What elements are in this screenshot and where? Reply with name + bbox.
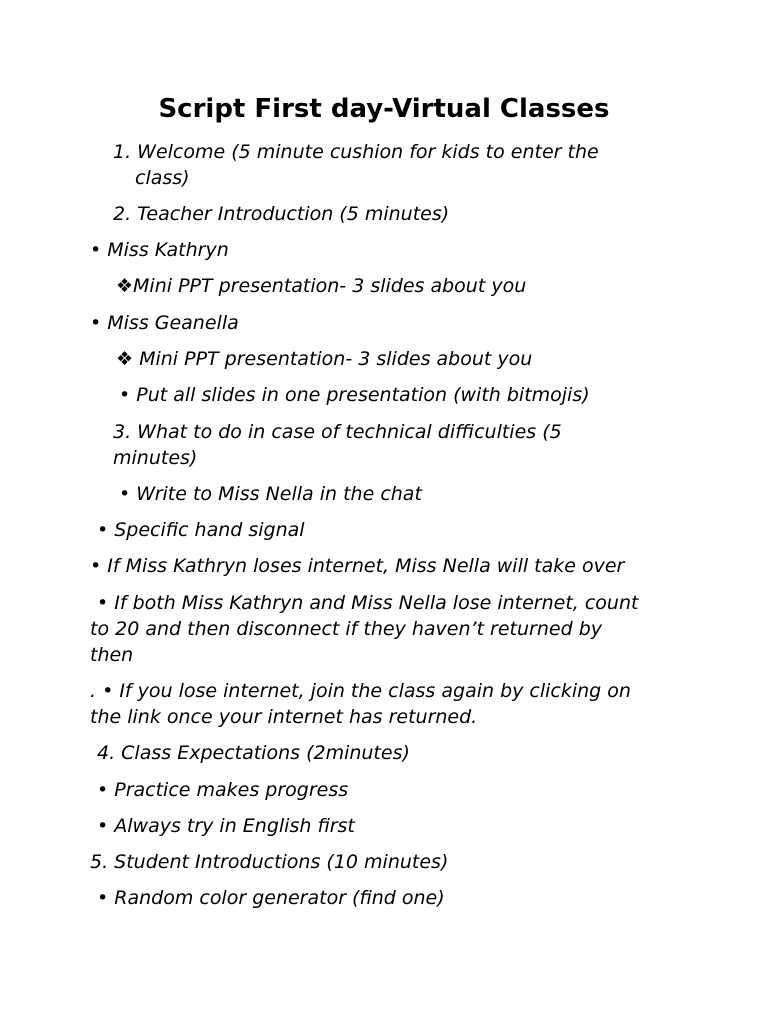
bullet-miss-kathryn: • Miss Kathryn [90, 239, 229, 261]
agenda-item-class-expectations: 4. Class Expectations (2minutes) [97, 742, 410, 764]
agenda-item-technical-difficulties-continued: minutes) [113, 447, 198, 469]
bullet-write-in-chat: • Write to Miss Nella in the chat [119, 483, 422, 505]
bullet-english-first: • Always try in English first [97, 815, 355, 837]
bullet-hand-signal: • Specific hand signal [97, 519, 305, 541]
agenda-item-welcome-continued: class) [135, 167, 190, 189]
bullet-one-presentation: • Put all slides in one presentation (with bitmojis) [119, 384, 590, 406]
sub-bullet-kathryn-presentation: ❖Mini PPT presentation- 3 slides about you [116, 275, 527, 297]
agenda-item-student-introductions: 5. Student Introductions (10 minutes) [90, 851, 449, 873]
bullet-practice-progress: • Practice makes progress [97, 779, 349, 801]
bullet-both-lose-internet-continued: to 20 and then disconnect if they haven’t returned by [90, 618, 602, 640]
bullet-kathryn-loses-internet: • If Miss Kathryn loses internet, Miss Nella will take over [90, 555, 625, 577]
document-title: Script First day-Virtual Classes [158, 94, 610, 124]
agenda-item-teacher-introduction: 2. Teacher Introduction (5 minutes) [113, 203, 450, 225]
bullet-you-lose-internet: . • If you lose internet, join the class again by clicking on [90, 680, 631, 702]
agenda-item-welcome: 1. Welcome (5 minute cushion for kids to enter the [113, 141, 599, 163]
bullet-both-lose-internet-end: then [90, 644, 134, 666]
sub-bullet-geanella-presentation: ❖ Mini PPT presentation- 3 slides about you [116, 348, 533, 370]
bullet-random-color-generator: • Random color generator (find one) [97, 887, 445, 909]
bullet-you-lose-internet-continued: the link once your internet has returned. [90, 706, 478, 728]
bullet-both-lose-internet: • If both Miss Kathryn and Miss Nella lose internet, count [97, 592, 639, 614]
agenda-item-technical-difficulties: 3. What to do in case of technical difficulties (5 [113, 421, 562, 443]
bullet-miss-geanella: • Miss Geanella [90, 312, 239, 334]
